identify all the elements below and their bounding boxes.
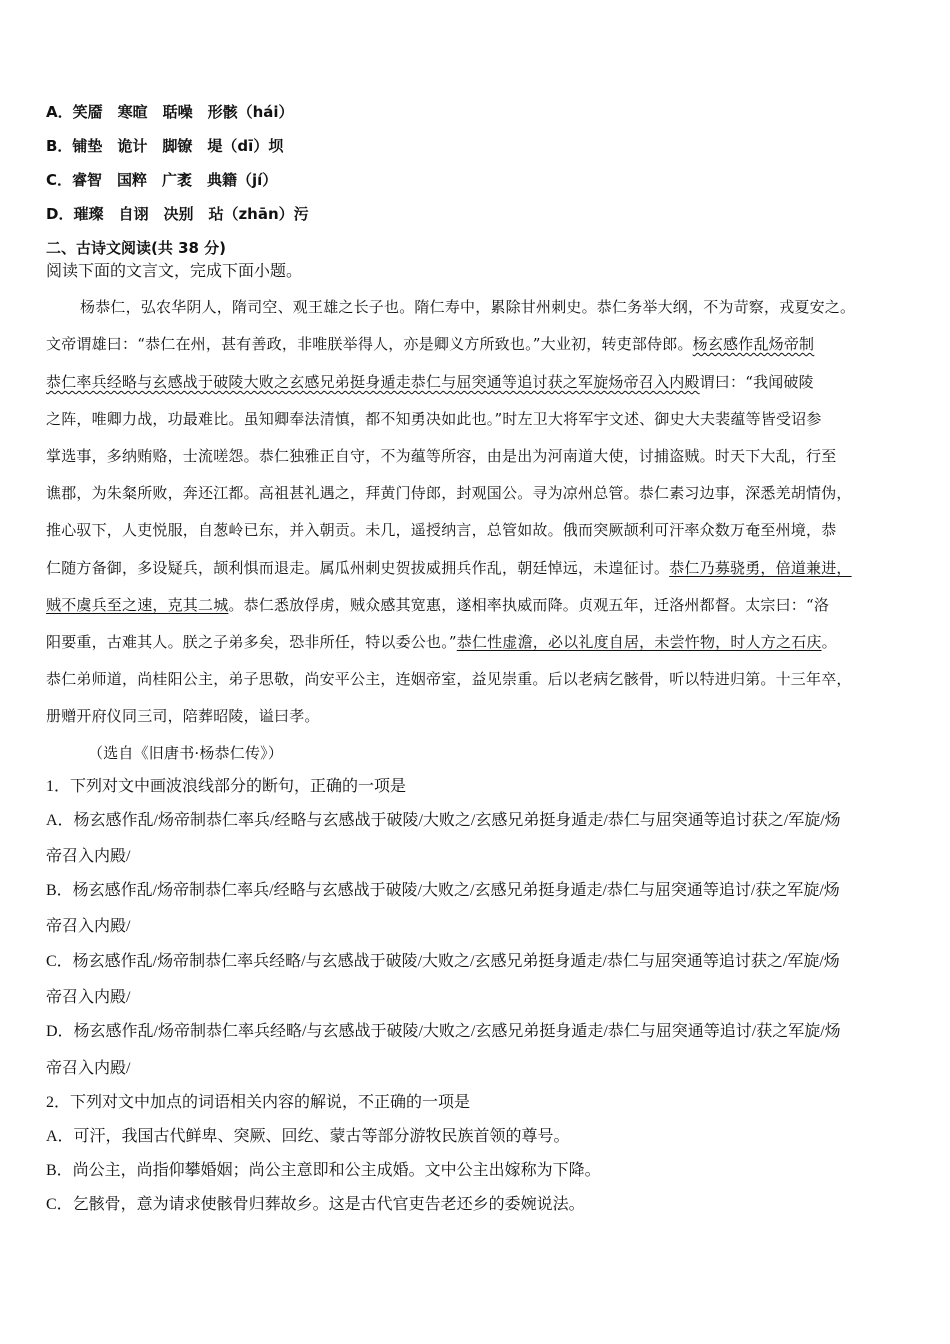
option-d-cont: 帝召入内殿/ <box>46 1060 131 1077</box>
passage-source: （选自《旧唐书·杨恭仁传》） <box>88 744 284 762</box>
passage-text: 阳要重，古难其人。朕之子弟多矣，恐非所任，特以委公也。” <box>46 633 457 651</box>
option-a: A．杨玄感作乱/炀帝制恭仁率兵/经略与玄感战于破陵/大败之/玄感兄弟挺身遁走/恭仁与屈突通等追讨获之/军旋/炀 <box>46 812 841 829</box>
passage-text: 仁随方备御，多设疑兵，颉利惧而退走。属瓜州刺史贺拔威拥兵作乱，朝廷悼远，未遑征讨。 <box>46 559 670 577</box>
underlined-text: 恭仁性虚澹，必以礼度自居，未尝忤物，时人方之石庆 <box>456 633 822 651</box>
underlined-text: 恭仁乃募骁勇，倍道兼进， <box>669 559 852 577</box>
wavy-underline-text: 恭仁率兵经略与玄感战于破陵大败之玄感兄弟挺身遁走恭仁与屈突通等追讨获之军旋炀帝召入内殿 <box>46 373 700 391</box>
passage-line <box>46 372 814 392</box>
section-title: 二、古诗文阅读(共 38 分) <box>46 239 227 257</box>
passage-line: 掌选事，多纳贿赂，士流嗟怨。恭仁独雅正自守，不为蕴等所容，由是出为河南道大使，讨捕盗贼。时天下大乱，行至 <box>46 447 837 465</box>
passage-line <box>46 558 852 578</box>
option-c: C．乞骸骨，意为请求使骸骨归葬故乡。这是古代官吏告老还乡的委婉说法。 <box>46 1196 585 1213</box>
passage-line: 之阵，唯卿力战，功最难比。虽知卿奉法清慎，都不知勇决如此也。”时左卫大将军宇文述、御史大夫裴蕴等皆受诏参 <box>46 410 822 428</box>
wavy-underline-text: 杨玄感作乱炀帝制 <box>692 335 815 353</box>
underlined-text: 贼不虞兵至之速，克其二城 <box>46 596 229 614</box>
prev-option-a: A．笑靥 寒暄 聒噪 形骸（hái） <box>46 103 294 121</box>
option-d: D．杨玄感作乱/炀帝制恭仁率兵经略/与玄感战于破陵/大败之/玄感兄弟挺身遁走/恭仁与屈突通等追讨/获之军旋/炀 <box>46 1023 841 1040</box>
passage-text: 。恭仁悉放俘虏，贼众感其宽惠，遂相率执威而降。贞观五年，迁洛州都督。太宗曰：“洛 <box>228 596 830 614</box>
passage-line <box>46 632 837 652</box>
prev-option-b: B．铺垫 诡计 脚镣 堤（dī）坝 <box>46 137 284 155</box>
passage-line: 册赠开府仪同三司，陪葬昭陵，谥曰孝。 <box>46 707 320 725</box>
option-c-cont: 帝召入内殿/ <box>46 989 131 1006</box>
passage-line: 恭仁弟师道，尚桂阳公主，弟子思敬，尚安平公主，连姻帝室，益见崇重。后以老病乞骸骨，听以特进归第。十三年卒， <box>46 670 852 688</box>
passage-line <box>46 334 814 354</box>
passage-line: 推心驭下，人吏悦服，自葱岭已东，并入朝贡。未几，遥授纳言，总管如故。俄而突厥颉利可汗率众数万奄至州境，恭 <box>46 521 837 539</box>
passage-line <box>46 595 829 615</box>
option-b: B．杨玄感作乱/炀帝制恭仁率兵/经略与玄感战于破陵/大败之/玄感兄弟挺身遁走/恭仁与屈突通等追讨/获之军旋/炀 <box>46 882 840 899</box>
option-a-cont: 帝召入内殿/ <box>46 848 131 865</box>
passage-text: 。 <box>821 633 837 651</box>
instruction: 阅读下面的文言文，完成下面小题。 <box>46 263 303 280</box>
passage-line: 杨恭仁，弘农华阴人，隋司空、观王雄之长子也。隋仁寿中，累除甘州刺史。恭仁务举大纲，不为苛察，戎夏安之。 <box>80 298 856 316</box>
option-b-cont: 帝召入内殿/ <box>46 918 131 935</box>
option-a: A．可汗，我国古代鲜卑、突厥、回纥、蒙古等部分游牧民族首领的尊号。 <box>46 1128 570 1145</box>
passage-line: 谯郡，为朱粲所败，奔还江都。高祖甚礼遇之，拜黄门侍郎，封观国公。寻为凉州总管。恭仁素习边事，深悉羌胡情伪， <box>46 484 852 502</box>
question-stem: 1．下列对文中画波浪线部分的断句，正确的一项是 <box>46 778 407 795</box>
prev-option-d: D．璀璨 自诩 决别 玷（zhān）污 <box>46 205 309 223</box>
option-c: C．杨玄感作乱/炀帝制恭仁率兵经略/与玄感战于破陵/大败之/玄感兄弟挺身遁走/恭仁与屈突通等追讨获之/军旋/炀 <box>46 953 840 970</box>
passage-text: 谓曰：“我闻破陵 <box>699 373 814 391</box>
passage-text: 文帝谓雄曰：“恭仁在州，甚有善政，非唯朕举得人，亦是卿义方所致也。”大业初，转吏部侍郎。 <box>46 335 693 353</box>
question-stem: 2．下列对文中加点的词语相关内容的解说，不正确的一项是 <box>46 1094 471 1111</box>
option-b: B．尚公主，尚指仰攀婚姻；尚公主意即和公主成婚。文中公主出嫁称为下降。 <box>46 1162 601 1179</box>
prev-option-c: C．睿智 国粹 广袤 典籍（jí） <box>46 171 278 189</box>
